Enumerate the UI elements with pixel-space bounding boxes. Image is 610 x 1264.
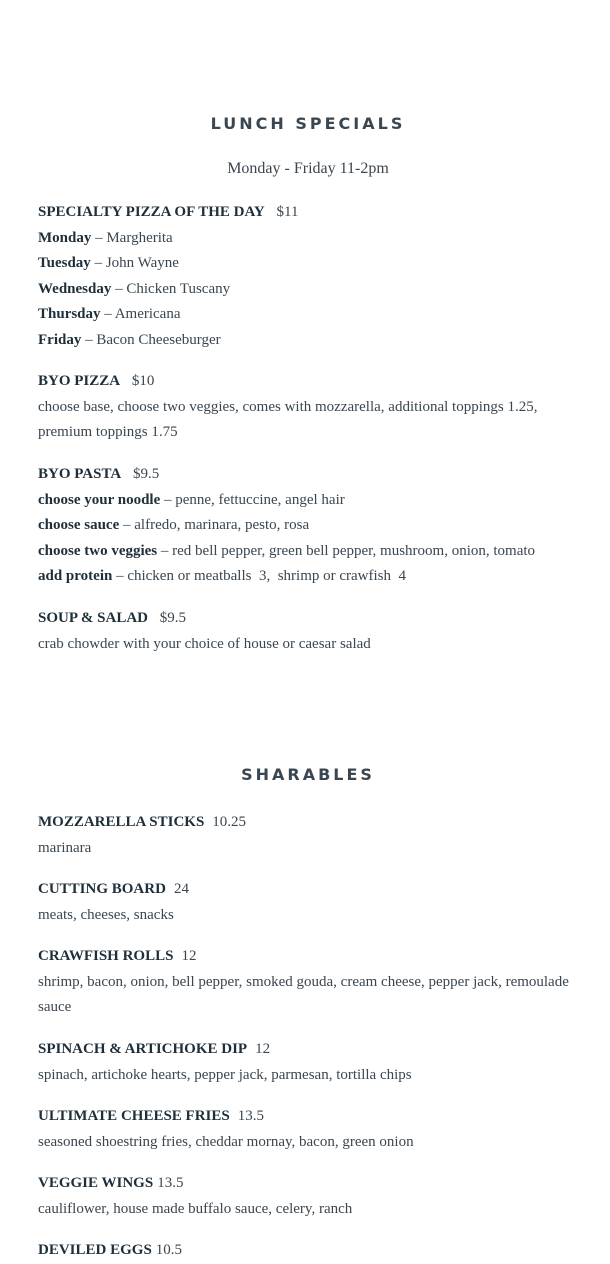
item-description: seasoned shoestring fries, cheddar mornay, bacon, green onion [38, 1133, 414, 1150]
lunch-hours: Monday - Friday 11-2pm [227, 160, 389, 177]
item-name: SOUP & SALAD [38, 610, 149, 626]
day-pizza: – Americana [104, 306, 181, 323]
menu-item-heading [38, 606, 590, 632]
sharables-title: SHARABLES [241, 765, 375, 784]
menu-item-heading [38, 944, 590, 970]
menu-item-heading [38, 200, 590, 226]
item-name: BYO PASTA [38, 466, 122, 482]
item-description: spinach, artichoke hearts, pepper jack, parmesan, tortilla chips [38, 1066, 412, 1083]
lunch-specials-title: LUNCH SPECIALS [210, 114, 406, 133]
option-label: choose two veggies [38, 542, 158, 559]
item-name: VEGGIE WINGS [38, 1175, 154, 1191]
item-name: ULTIMATE CHEESE FRIES [38, 1108, 230, 1124]
item-name: CUTTING BOARD [38, 881, 166, 897]
day-name: Thursday [38, 306, 101, 323]
item-price: $11 [276, 204, 299, 220]
sharable-item [38, 810, 590, 861]
pasta-option-row [38, 539, 590, 565]
item-price: 12 [255, 1041, 271, 1057]
day-name: Monday [38, 229, 92, 246]
item-name: CRAWFISH ROLLS [38, 948, 174, 964]
day-name: Wednesday [38, 280, 112, 297]
pasta-option-row [38, 564, 590, 590]
day-pizza: – John Wayne [94, 255, 179, 272]
item-price: 12 [181, 948, 197, 964]
pizza-day-row [38, 226, 590, 252]
item-description: crab chowder with your choice of house or caesar salad [38, 635, 371, 652]
sharable-item [38, 1171, 590, 1222]
soup-salad-block [38, 606, 590, 657]
menu-item-heading [38, 810, 590, 836]
item-price: 13.5 [157, 1175, 184, 1191]
option-text: – penne, fettuccine, angel hair [163, 491, 345, 508]
option-label: choose sauce [38, 517, 120, 534]
day-name: Tuesday [38, 255, 91, 272]
day-pizza: – Chicken Tuscany [115, 280, 231, 297]
item-description: shrimp, bacon, onion, bell pepper, smoked gouda, cream cheese, pepper jack, remoulade sauce [38, 973, 569, 1016]
day-pizza: – Margherita [95, 229, 173, 246]
menu-item-heading [38, 1171, 590, 1197]
item-name: DEVILED EGGS [38, 1242, 152, 1258]
menu-item-heading [38, 369, 590, 395]
item-description: marinara [38, 839, 92, 856]
menu-item-heading [38, 1037, 590, 1063]
option-text: – red bell pepper, green bell pepper, mushroom, onion, tomato [160, 542, 536, 559]
sharable-item [38, 877, 590, 928]
option-text: – chicken or meatballs 3, shrimp or crawfish 4 [116, 568, 406, 585]
option-label: add protein [38, 568, 113, 585]
day-name: Friday [38, 331, 82, 348]
menu-item-heading [38, 462, 590, 488]
item-description: choose base, choose two veggies, comes with mozzarella, additional toppings 1.25, premium toppings 1.75 [38, 398, 538, 441]
pasta-option-row [38, 488, 590, 514]
pizza-day-row [38, 328, 590, 354]
menu-item-heading [38, 877, 590, 903]
option-label: choose your noodle [38, 491, 161, 508]
pizza-day-row [38, 302, 590, 328]
item-name: SPINACH & ARTICHOKE DIP [38, 1041, 248, 1057]
day-pizza: – Bacon Cheeseburger [85, 331, 221, 348]
sharable-item [38, 944, 590, 1021]
sharable-item [38, 1238, 590, 1264]
byo-pasta-block [38, 462, 590, 590]
item-name: MOZZARELLA STICKS [38, 814, 205, 830]
item-name: SPECIALTY PIZZA OF THE DAY [38, 204, 265, 220]
sharable-item [38, 1037, 590, 1088]
byo-pizza-block [38, 369, 590, 446]
item-price: 10.25 [212, 814, 247, 830]
pizza-day-row [38, 277, 590, 303]
item-description: cauliflower, house made buffalo sauce, celery, ranch [38, 1200, 353, 1217]
item-price: 24 [173, 881, 189, 897]
item-price: $10 [131, 373, 155, 389]
item-price: $9.5 [159, 610, 187, 626]
specialty-pizza-block [38, 200, 590, 354]
sharable-item [38, 1104, 590, 1155]
item-price: $9.5 [132, 466, 160, 482]
item-price: 13.5 [237, 1108, 264, 1124]
menu-item-heading [38, 1238, 590, 1264]
item-description: meats, cheeses, snacks [38, 906, 174, 923]
pizza-day-row [38, 251, 590, 277]
option-text: – alfredo, marinara, pesto, rosa [123, 517, 310, 534]
menu-item-heading [38, 1104, 590, 1130]
item-price: 10.5 [155, 1242, 183, 1258]
item-name: BYO PIZZA [38, 373, 121, 389]
pasta-option-row [38, 513, 590, 539]
